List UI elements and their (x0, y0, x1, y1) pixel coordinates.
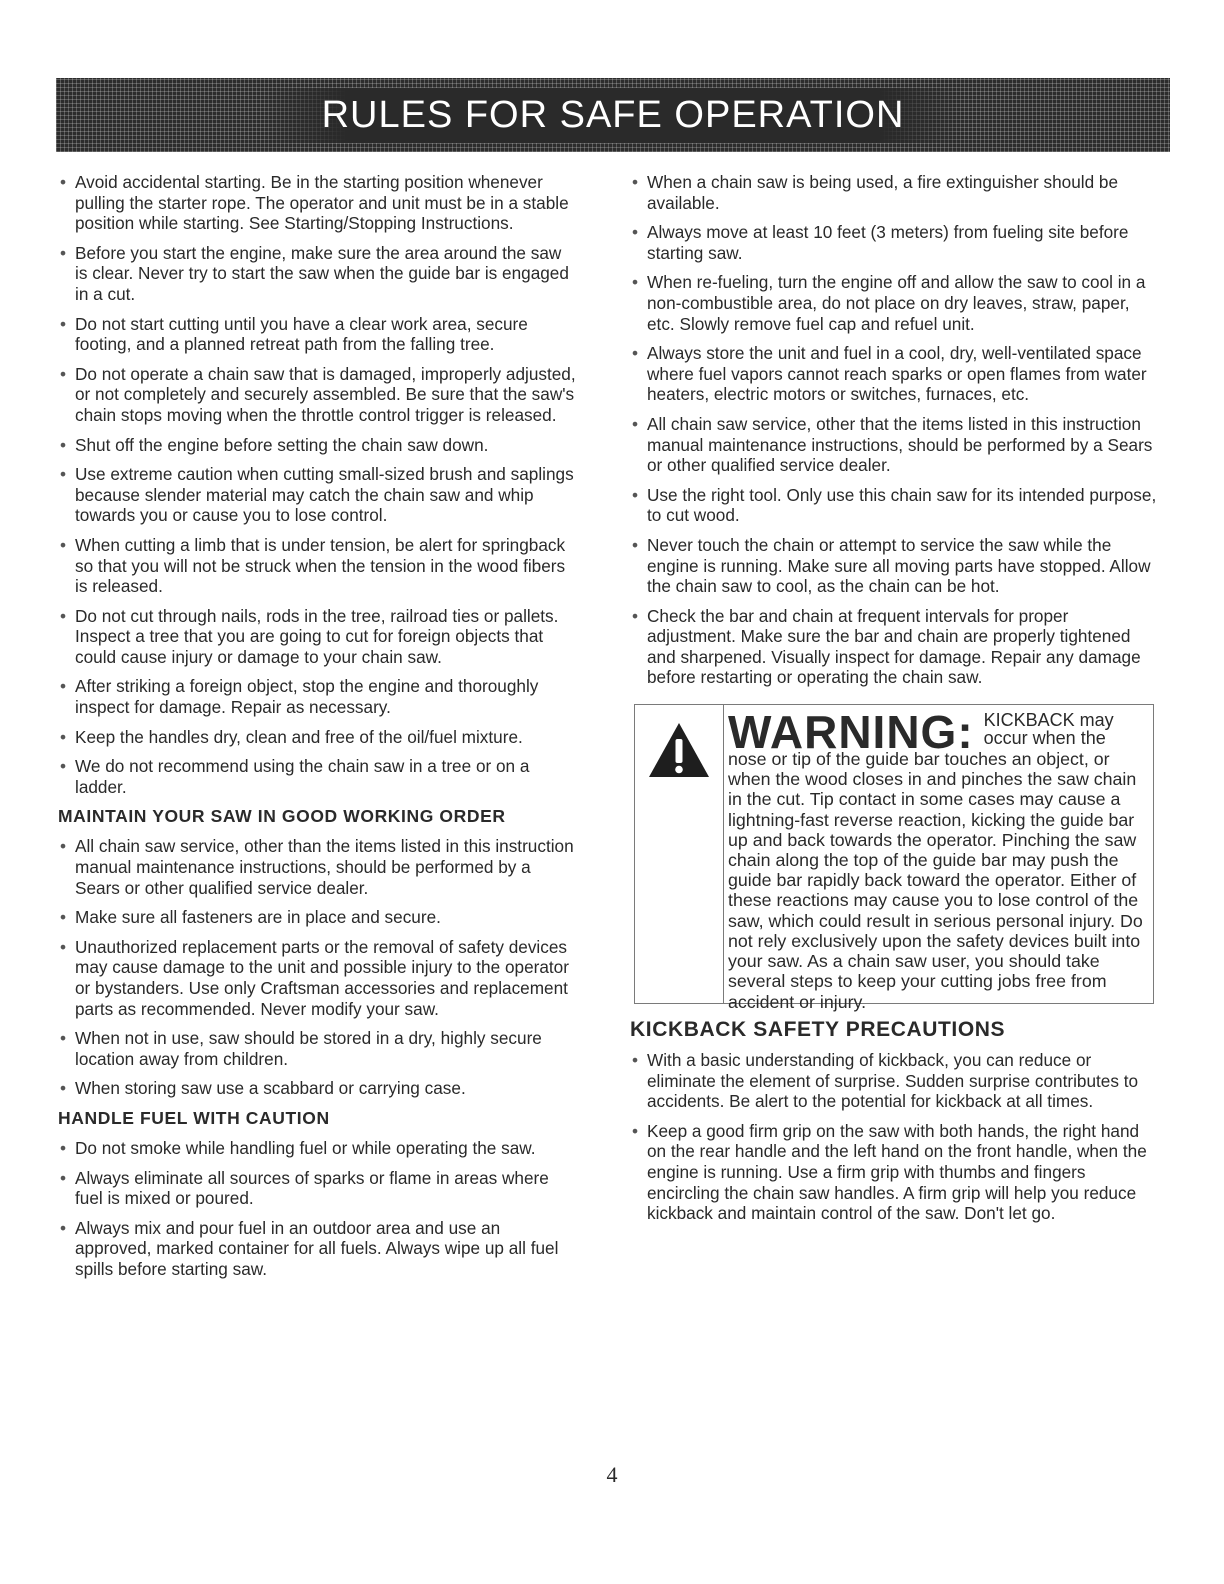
kickback-list (628, 1050, 1158, 1224)
page-number: 4 (606, 1462, 618, 1487)
maintain-heading: MAINTAIN YOUR SAW IN GOOD WORKING ORDER (58, 806, 506, 827)
kickback-warning-box (634, 704, 1154, 1012)
list-item: • We do not recommend using the chain saw in a tree or on a ladder. (56, 756, 576, 797)
list-item: • Use the right tool. Only use this chain saw for its intended purpose, to cut wood. (628, 485, 1158, 526)
list-item: • Never touch the chain or attempt to service the saw while the engine is running. Make sure all moving parts have stopped. Allow the chain saw to cool, as the chain can be hot. (628, 535, 1158, 597)
page-title: RULES FOR SAFE OPERATION (321, 93, 905, 136)
fuel-heading: HANDLE FUEL WITH CAUTION (58, 1107, 330, 1128)
warning-text-cell (724, 705, 1153, 1012)
list-item: • Shut off the engine before setting the chain saw down. (56, 435, 576, 456)
list-item: • Keep a good firm grip on the saw with both hands, the right hand on the rear handle and the left hand on the front handle, when the engine is running. Use a firm grip with thumbs and fingers encircling the chain saw handles. A firm grip will help you reduce kickback and maintain control of the saw. Don't let go. (628, 1121, 1158, 1224)
list-item: • Avoid accidental starting. Be in the starting position whenever pulling the starter rope. The operator and unit must be in a stable position while starting. See Starting/Stopping Instructions. (56, 172, 576, 234)
list-item: • Do not start cutting until you have a clear work area, secure footing, and a planned retreat path from the falling tree. (56, 314, 576, 355)
list-item: • Make sure all fasteners are in place and secure. (56, 907, 576, 928)
warning-lead-text: KICKBACK may occur when the (983, 710, 1114, 749)
warning-icon-cell (635, 705, 724, 1003)
warning-word: WARNING: (728, 706, 974, 759)
list-item: • Always eliminate all sources of sparks or flame in areas where fuel is mixed or poured. (56, 1168, 576, 1209)
list-item: • Use extreme caution when cutting small-sized brush and saplings because slender material may catch the chain saw and whip towards you or cause you to lose control. (56, 464, 576, 526)
list-item: • After striking a foreign object, stop the engine and thoroughly inspect for damage. Repair as necessary. (56, 676, 576, 717)
list-item: • When storing saw use a scabbard or carrying case. (56, 1078, 576, 1099)
list-item: • When a chain saw is being used, a fire extinguisher should be available. (628, 172, 1158, 213)
list-item: • Do not operate a chain saw that is damaged, improperly adjusted, or not completely and securely assembled. Be sure that the saw's chain stops moving when the throttle control trigger is released. (56, 364, 576, 426)
warning-triangle-icon (647, 721, 711, 779)
section-banner (56, 78, 1170, 152)
left-column (56, 172, 576, 1289)
banner-plate (262, 88, 965, 143)
list-item: • All chain saw service, other that the items listed in this instruction manual maintenance instructions, should be performed by a Sears or other qualified service dealer. (628, 414, 1158, 476)
right-column (628, 172, 1158, 1233)
list-item: • All chain saw service, other than the items listed in this instruction manual maintenance instructions, should be performed by a Sears or other qualified service dealer. (56, 836, 576, 898)
fuel-list (56, 1138, 576, 1280)
list-item: • Check the bar and chain at frequent intervals for proper adjustment. Make sure the bar and chain are properly tightened and sharpened. Visually inspect for damage. Repair any damage before restarting or operating the chain saw. (628, 606, 1158, 688)
list-item: • Do not smoke while handling fuel or while operating the saw. (56, 1138, 576, 1159)
list-item: • With a basic understanding of kickback, you can reduce or eliminate the element of surprise. Sudden surprise contributes to accidents. Be alert to the potential for kickback at all times. (628, 1050, 1158, 1112)
fuel-safety-list (628, 172, 1158, 688)
list-item: • Always mix and pour fuel in an outdoor area and use an approved, marked container for all fuels. Always wipe up all fuel spills before starting saw. (56, 1218, 576, 1280)
list-item: • When re-fueling, turn the engine off and allow the saw to cool in a non-combustible area, do not place on dry leaves, straw, paper, etc. Slowly remove fuel cap and refuel unit. (628, 272, 1158, 334)
list-item: • Always move at least 10 feet (3 meters) from fueling site before starting saw. (628, 222, 1158, 263)
general-rules-list (56, 172, 576, 797)
list-item: • Always store the unit and fuel in a cool, dry, well-ventilated space where fuel vapors cannot reach sparks or open flames from water heaters, electric motors or switches, furnaces, etc. (628, 343, 1158, 405)
list-item: • Keep the handles dry, clean and free of the oil/fuel mixture. (56, 727, 576, 748)
maintain-list (56, 836, 576, 1099)
list-item: • Do not cut through nails, rods in the tree, railroad ties or pallets. Inspect a tree that you are going to cut for foreign objects that could cause injury or damage to your chain saw. (56, 606, 576, 668)
list-item: • When not in use, saw should be stored in a dry, highly secure location away from children. (56, 1028, 576, 1069)
list-item: • Before you start the engine, make sure the area around the saw is clear. Never try to start the saw when the guide bar is engaged in a cut. (56, 243, 576, 305)
kickback-heading: KICKBACK SAFETY PRECAUTIONS (630, 1018, 1006, 1042)
list-item: • Unauthorized replacement parts or the removal of safety devices may cause damage to the unit and possible injury to the operator or bystanders. Use only Craftsman accessories and replacement parts as recommended. Never modify your saw. (56, 937, 576, 1019)
list-item: • When cutting a limb that is under tension, be alert for springback so that you will not be struck when the tension in the wood fibers is released. (56, 535, 576, 597)
warning-body-text: nose or tip of the guide bar touches an object, or when the wood closes in and pinches the saw chain in the cut. Tip contact in some cases may cause a lightning-fast reverse reaction, kicking the guide bar up and back towards the operator. Pinching the saw chain along the top of the guide bar may push the guide bar rapidly back toward the operator. Either of these reactions may cause you to lose control of the saw, which could result in serious personal injury. Do not rely exclusively upon the safety devices built into your saw. As a chain saw user, you should take several steps to keep your cutting jobs free from accident or injury. (728, 749, 1143, 1012)
